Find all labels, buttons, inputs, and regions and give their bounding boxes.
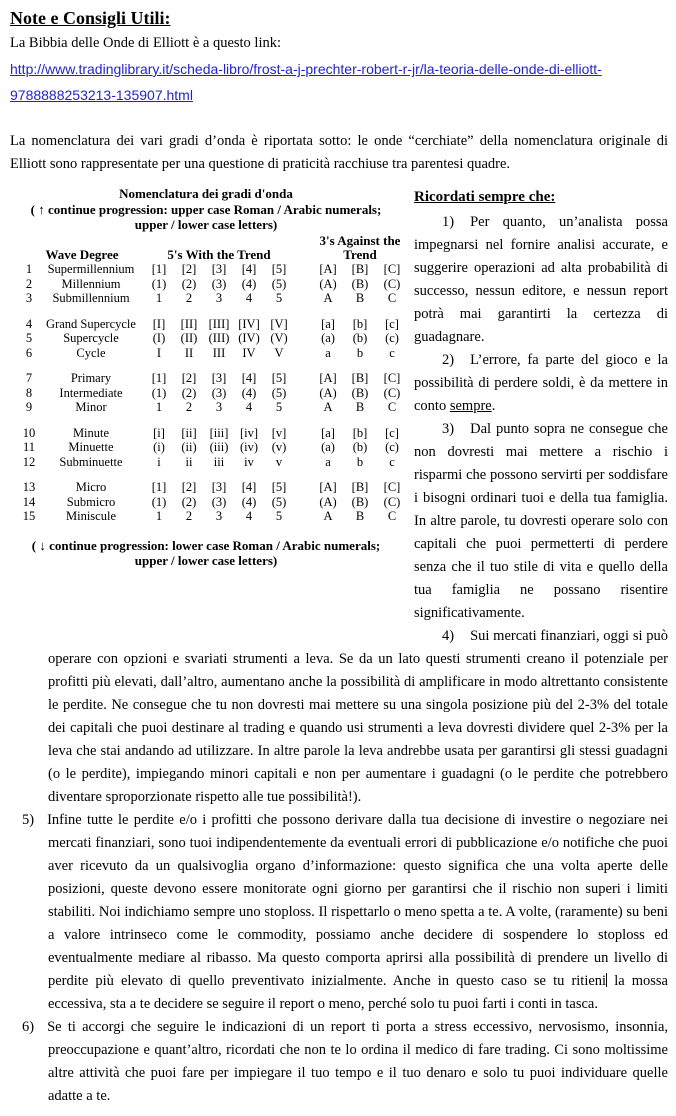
against-cell: (b) xyxy=(352,331,368,345)
item-number: 3) xyxy=(442,421,455,437)
wave-degree-name: Supermillennium xyxy=(47,262,135,276)
against-cell: C xyxy=(387,291,397,305)
against-cell: C xyxy=(387,400,397,414)
trend-cell: 5 xyxy=(275,400,283,414)
against-cell: (A) xyxy=(319,385,337,400)
row-number: 5 xyxy=(25,331,33,345)
item-text: . xyxy=(491,398,496,414)
against-cell: [A] xyxy=(319,480,337,494)
table-header-row xyxy=(20,234,408,262)
trend-cell: (V) xyxy=(270,331,288,345)
against-cell: (c) xyxy=(385,331,399,345)
reminder-item xyxy=(414,349,668,418)
trend-cell: (II) xyxy=(180,331,198,345)
trend-cell: [4] xyxy=(241,480,257,494)
column-gap xyxy=(294,262,312,277)
table-spacer-row xyxy=(20,360,408,371)
against-cell: (A) xyxy=(319,494,337,509)
column-gap xyxy=(294,480,312,495)
trend-cell: 3 xyxy=(215,291,223,305)
item-text: Infine tutte le perdite e/o i profitti che possono derivare dalla tua decisione di investire o negoziare nei mercati finanziari, sono tuoi indipendentemente da eventuali errori di pubblicazione e/o notifiche che puoi aver ricevuto da un qualsivoglia organo d’informazione: questo significa che una volta aperte delle posizioni, queste devono essere monitorate ogni giorno per garantirsi che il rischio non superi i limiti stabiliti. Noi indichiamo sempre uno stoploss. Il rispettarlo o meno spetta a te. A volte, (raramente) su beni a valore intrinseco come le commodity, possiamo anche decidere di sospendere lo stoploss ed eventualmente mediare al ribasso. Ma questo comporta aprirsi alla possibilità di prendere un livello di perdite più elevato di quello preventivato inizialmente. Anche in questo caso se tu ritieni xyxy=(47,812,668,989)
against-cell: [c] xyxy=(385,425,399,440)
against-cell: (a) xyxy=(321,440,335,454)
reminder-item xyxy=(414,418,668,625)
table-row xyxy=(20,400,408,415)
table-row xyxy=(20,331,408,346)
trend-cell: 4 xyxy=(245,291,253,305)
trend-cell: 1 xyxy=(155,400,163,414)
row-number: 2 xyxy=(25,276,33,291)
trend-cell: [IV] xyxy=(238,316,260,331)
column-gap xyxy=(294,509,312,524)
column-gap xyxy=(294,440,312,455)
trend-cell: 2 xyxy=(185,291,193,305)
item-text: Per quanto, un’analista possa impegnarsi nel fornire analisi accurate, e suggerire operazioni ad alta probabilità di successo, nessun editore, e nessun report potrà mai garantirti la certezza di guadagnare. xyxy=(414,214,668,345)
trend-cell: (v) xyxy=(271,440,287,454)
against-cell: c xyxy=(389,454,395,469)
trend-cell: [3] xyxy=(211,371,227,385)
book-link-line2: 9788888253213-135907.html xyxy=(10,87,193,103)
item-number: 4) xyxy=(442,628,455,644)
wave-table-body xyxy=(20,262,408,524)
trend-cell: V xyxy=(274,345,284,360)
trend-cell: [I] xyxy=(152,316,166,331)
trend-cell: (3) xyxy=(211,276,227,291)
against-cell: C xyxy=(387,509,397,523)
trend-cell: i xyxy=(157,454,161,469)
trend-cell: [3] xyxy=(211,480,227,494)
against-cell: [b] xyxy=(352,425,368,440)
table-row xyxy=(20,262,408,277)
item-text: la mossa eccessiva, sta a te decidere se seguire il report o meno, perché solo tu puoi farti i conti in tasca. xyxy=(48,973,668,1012)
table-row xyxy=(20,346,408,361)
book-link[interactable] xyxy=(10,56,602,108)
trend-cell: (3) xyxy=(211,385,227,400)
table-row xyxy=(20,291,408,306)
trend-cell: 2 xyxy=(185,509,193,523)
trend-cell: 1 xyxy=(155,291,163,305)
column-gap xyxy=(294,331,312,346)
against-cell: [B] xyxy=(351,262,369,276)
trend-cell: [5] xyxy=(271,480,287,494)
row-number: 1 xyxy=(25,262,33,276)
two-column-region xyxy=(10,186,668,648)
table-row xyxy=(20,371,408,386)
reminder-item xyxy=(414,211,668,349)
row-number: 11 xyxy=(22,440,36,454)
against-cell: [c] xyxy=(385,316,399,331)
against-cell: [C] xyxy=(383,371,401,385)
trend-cell: (5) xyxy=(271,385,287,400)
column-gap xyxy=(294,386,312,401)
against-cell: a xyxy=(325,454,331,469)
against-cell: A xyxy=(323,509,333,523)
against-cell: B xyxy=(355,509,365,523)
against-cell: (B) xyxy=(351,385,369,400)
trend-cell: (2) xyxy=(181,385,197,400)
against-cell: [b] xyxy=(352,316,368,331)
trend-cell: (i) xyxy=(153,440,165,454)
against-cell: B xyxy=(355,400,365,414)
trend-cell: [1] xyxy=(151,262,167,276)
reminder-item xyxy=(414,625,668,648)
trend-cell: [5] xyxy=(271,371,287,385)
trend-cell: [2] xyxy=(181,371,197,385)
header-wave-degree: Wave Degree xyxy=(45,247,119,262)
nomenclature-paragraph: La nomenclatura dei vari gradi d’onda è riportata sotto: le onde “cerchiate” della nomenclatura originale di Elliott sono rappresentate per una questione di praticità racchiuse tra parentesi quadre. xyxy=(10,133,668,172)
wave-degree-name: Submicro xyxy=(66,494,116,509)
table-row xyxy=(20,277,408,292)
header-gap xyxy=(294,234,312,262)
item-text: Dal punto sopra ne consegue che non dovresti mai mettere a rischio i risparmi che possono servirti per soddisfare i bisogni ordinari tuoi e della tua famiglia. In altre parole, tu dovresti operare solo con capitali che puoi permetterti di perdere senza che il tuo stile di vita e quello della tua famiglia ne possano risentire significativamente. xyxy=(414,421,668,621)
against-cell: [a] xyxy=(321,316,335,331)
wave-degree-name: Intermediate xyxy=(59,385,123,400)
against-cell: B xyxy=(355,291,365,305)
against-cell: [C] xyxy=(383,480,401,494)
trend-cell: ii xyxy=(185,454,193,469)
trend-cell: 4 xyxy=(245,509,253,523)
item-number: 1) xyxy=(442,214,455,230)
row-number: 14 xyxy=(22,494,36,509)
against-cell: (C) xyxy=(383,494,401,509)
against-cell: (b) xyxy=(352,440,368,454)
trend-cell: (3) xyxy=(211,494,227,509)
against-cell: (B) xyxy=(351,276,369,291)
item-number: 2) xyxy=(442,352,455,368)
reminder-list xyxy=(414,211,668,648)
table-row xyxy=(20,455,408,470)
table-spacer-row xyxy=(20,415,408,426)
body-list xyxy=(10,809,668,1108)
against-cell: c xyxy=(389,345,395,360)
against-cell: [A] xyxy=(319,262,337,276)
table-title: Nomenclatura dei gradi d'onda xyxy=(119,186,293,201)
numbered-item xyxy=(22,1016,668,1108)
wave-degree-name: Grand Supercycle xyxy=(46,316,136,331)
row-number: 12 xyxy=(22,454,36,469)
trend-cell: iii xyxy=(213,454,225,469)
table-row xyxy=(20,509,408,524)
against-cell: b xyxy=(356,454,364,469)
page-title: Note e Consigli Utili: xyxy=(10,8,171,28)
trend-cell: [4] xyxy=(241,371,257,385)
trend-cell: (1) xyxy=(151,385,167,400)
trend-cell: (2) xyxy=(181,276,197,291)
table-subtitle xyxy=(10,202,402,232)
column-gap xyxy=(294,291,312,306)
item-text: Se ti accorgi che seguire le indicazioni di un report ti porta a stress eccessivo, nervosismo, insonnia, preoccupazione e quant’altro, ricordati che non te lo ordina il medico di fare trading. Ci sono moltissime altre attività che puoi fare per impiegare il tuo tempo e il tuo denaro e solo tu puoi individuare quelle adatte a te. xyxy=(47,1019,668,1104)
against-cell: (A) xyxy=(319,276,337,291)
reminders-heading: Ricordati sempre che: xyxy=(414,189,556,205)
intro-line: La Bibbia delle Onde di Elliott è a questo link: xyxy=(10,35,282,51)
trend-cell: [V] xyxy=(270,316,288,331)
trend-cell: (2) xyxy=(181,494,197,509)
column-gap xyxy=(294,277,312,292)
column-gap xyxy=(294,400,312,415)
trend-cell: [ii] xyxy=(181,425,197,440)
numbered-item xyxy=(22,809,668,1016)
item-text: L’errore, fa parte del gioco e la possibilità di perdere soldi, è da mettere in conto xyxy=(414,352,668,414)
against-cell: [C] xyxy=(383,262,401,276)
trend-cell: 2 xyxy=(185,400,193,414)
trend-cell: [3] xyxy=(211,262,227,276)
trend-cell: 1 xyxy=(155,509,163,523)
column-gap xyxy=(294,346,312,361)
trend-cell: (iv) xyxy=(239,440,259,454)
trend-cell: [4] xyxy=(241,262,257,276)
table-row xyxy=(20,480,408,495)
trend-cell: (IV) xyxy=(238,331,260,345)
against-cell: [B] xyxy=(351,371,369,385)
column-gap xyxy=(294,371,312,386)
table-row xyxy=(20,440,408,455)
trend-cell: II xyxy=(184,345,194,360)
trend-cell: [III] xyxy=(208,316,230,331)
against-cell: a xyxy=(325,345,331,360)
trend-cell: III xyxy=(212,345,226,360)
column-gap xyxy=(294,455,312,470)
table-row xyxy=(20,317,408,332)
trend-cell: 5 xyxy=(275,509,283,523)
against-cell: [a] xyxy=(321,425,335,440)
trend-cell: [iii] xyxy=(209,425,229,440)
row-number: 9 xyxy=(25,400,33,414)
trend-cell: v xyxy=(275,454,283,469)
trend-cell: [2] xyxy=(181,262,197,276)
table-footer-line1: ( ↓ continue progression: lower case Roman / Arabic numerals; xyxy=(31,537,381,553)
item-number: 6) xyxy=(22,1019,35,1035)
wave-table-section xyxy=(10,186,410,648)
trend-cell: 5 xyxy=(275,291,283,305)
wave-degree-table xyxy=(20,234,408,524)
wave-degree-name: Millennium xyxy=(61,276,121,291)
reminders-section xyxy=(410,186,668,648)
wave-degree-name: Subminuette xyxy=(59,454,123,469)
trend-cell: (5) xyxy=(271,494,287,509)
header-with-trend: 5's With the Trend xyxy=(167,247,271,262)
wave-degree-name: Minute xyxy=(72,425,110,440)
wave-degree-name: Cycle xyxy=(76,345,106,360)
trend-cell: iv xyxy=(244,454,254,469)
row-number: 3 xyxy=(25,291,33,305)
against-cell: (c) xyxy=(385,440,399,454)
row-number: 6 xyxy=(25,345,33,360)
column-gap xyxy=(294,495,312,510)
book-link-line1: http://www.tradinglibrary.it/scheda-libro/frost-a-j-prechter-robert-r-jr/la-teoria-delle-onde-di-elliott- xyxy=(10,61,602,77)
trend-cell: (4) xyxy=(241,494,257,509)
against-cell: (a) xyxy=(321,331,335,345)
trend-cell: [v] xyxy=(271,425,287,440)
against-cell: A xyxy=(323,291,333,305)
table-row xyxy=(20,386,408,401)
table-spacer-row xyxy=(20,306,408,317)
trend-cell: (5) xyxy=(271,276,287,291)
table-subtitle-line2: upper / lower case letters) xyxy=(134,217,278,232)
trend-cell: [iv] xyxy=(239,425,259,440)
row-number: 10 xyxy=(22,425,36,440)
wave-degree-name: Micro xyxy=(75,480,107,494)
against-cell: A xyxy=(323,400,333,414)
trend-cell: (4) xyxy=(241,276,257,291)
trend-cell: IV xyxy=(242,345,256,360)
against-cell: b xyxy=(356,345,364,360)
trend-cell: 4 xyxy=(245,400,253,414)
trend-cell: (ii) xyxy=(181,440,197,454)
wave-degree-name: Minor xyxy=(75,400,107,414)
trend-cell: [1] xyxy=(151,480,167,494)
trend-cell: [5] xyxy=(271,262,287,276)
table-row xyxy=(20,495,408,510)
trend-cell: 3 xyxy=(215,509,223,523)
wave-degree-name: Minuette xyxy=(68,440,114,454)
table-footer-line2: upper / lower case letters) xyxy=(134,552,278,568)
wave-degree-name: Supercycle xyxy=(63,331,119,345)
against-cell: (C) xyxy=(383,385,401,400)
row-number: 7 xyxy=(25,371,33,385)
column-gap xyxy=(294,317,312,332)
item-text: Sui mercati finanziari, oggi si può xyxy=(470,628,668,644)
trend-cell: I xyxy=(156,345,162,360)
trend-cell: (1) xyxy=(151,494,167,509)
trend-cell: 3 xyxy=(215,400,223,414)
wave-degree-name: Miniscule xyxy=(66,509,116,523)
against-cell: [B] xyxy=(351,480,369,494)
trend-cell: [II] xyxy=(180,316,198,331)
column-gap xyxy=(294,426,312,441)
trend-cell: (4) xyxy=(241,385,257,400)
item-number: 5) xyxy=(22,812,35,828)
trend-cell: (iii) xyxy=(209,440,229,454)
table-footer xyxy=(10,538,402,568)
table-subtitle-line1: ( ↑ continue progression: upper case Roman / Arabic numerals; xyxy=(30,202,382,217)
against-cell: (B) xyxy=(351,494,369,509)
trend-cell: [1] xyxy=(151,371,167,385)
row-number: 4 xyxy=(25,316,33,331)
against-cell: (C) xyxy=(383,276,401,291)
trend-cell: (I) xyxy=(152,331,166,345)
row-number: 8 xyxy=(25,385,33,400)
item-text: sempre xyxy=(449,398,492,414)
paragraph4-continuation: operare con opzioni e svariati strumenti a leva. Se da un lato questi strumenti creano il potenziale per profitti più elevati, dall’altro, aumentano anche la possibilità di amplificare in modo altrettanto consistente le perdite. Ne consegue che tu non dovresti mai mettere su una singola posizione più del 2-3% del totale dei capitali che puoi destinare al trading e quando usi strumenti a leva dovresti dividere quel 2-3% per la leva che stai andando ad utilizzare. In altre parole la leva andrebbe usata per garantirsi gli stessi guadagni (o le perdite), impiegando minori capitali e non per aumentare i guadagni (o le perdite che potrebbero diventare sproporzionate rispetto alle tue possibilità!). xyxy=(48,651,668,805)
trend-cell: (III) xyxy=(208,331,230,345)
against-cell: [A] xyxy=(319,371,337,385)
row-number: 15 xyxy=(22,509,36,523)
header-against-trend: 3's Against the Trend xyxy=(319,233,401,262)
row-number: 13 xyxy=(22,480,36,494)
wave-degree-name: Submillennium xyxy=(52,291,130,305)
trend-cell: (1) xyxy=(151,276,167,291)
table-spacer-row xyxy=(20,469,408,480)
trend-cell: [i] xyxy=(153,425,165,440)
wave-degree-name: Primary xyxy=(70,371,112,385)
table-row xyxy=(20,426,408,441)
trend-cell: [2] xyxy=(181,480,197,494)
